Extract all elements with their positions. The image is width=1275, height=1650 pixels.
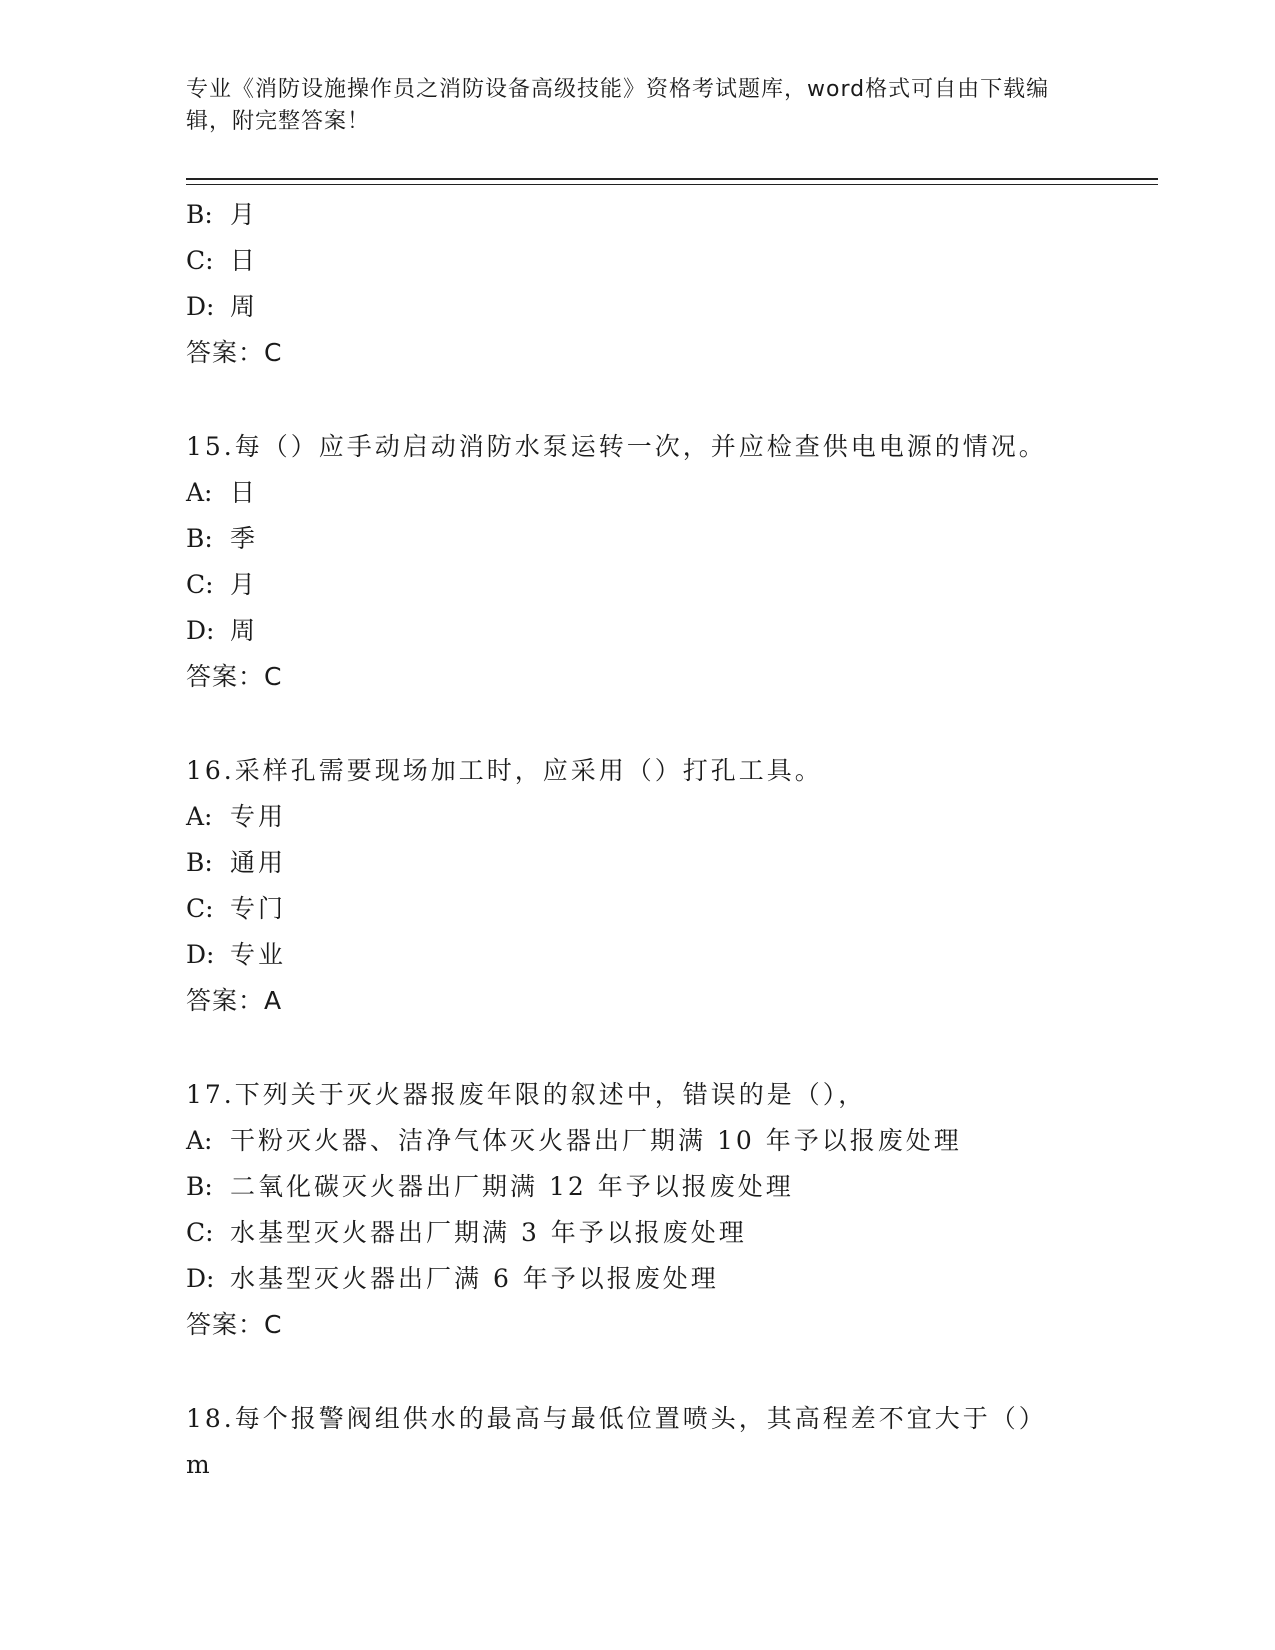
option-d: D: 水基型灭火器出厂满 6 年予以报废处理 bbox=[186, 1264, 719, 1293]
question-stem: 15.每（）应手动启动消防水泵运转一次，并应检查供电电源的情况。 bbox=[186, 432, 1047, 461]
question-15 bbox=[186, 424, 1158, 700]
question-17 bbox=[186, 1072, 1158, 1348]
answer: 答案：C bbox=[186, 1310, 283, 1339]
option-b: B: 季 bbox=[186, 524, 259, 553]
question-14-tail bbox=[186, 192, 1158, 376]
option-b: B: 二氧化碳灭火器出厂期满 12 年予以报废处理 bbox=[186, 1172, 794, 1201]
option-a: A: 干粉灭火器、洁净气体灭火器出厂期满 10 年予以报废处理 bbox=[186, 1126, 962, 1155]
question-list bbox=[186, 192, 1158, 1488]
question-stem-continuation: m bbox=[186, 1450, 213, 1479]
option-c: C: 日 bbox=[186, 246, 259, 275]
question-stem: 17.下列关于灭火器报废年限的叙述中，错误的是（）， bbox=[186, 1080, 867, 1109]
question-stem: 18.每个报警阀组供水的最高与最低位置喷头，其高程差不宜大于（） bbox=[186, 1404, 1047, 1433]
option-c: C: 水基型灭火器出厂期满 3 年予以报废处理 bbox=[186, 1218, 747, 1247]
option-c: C: 专门 bbox=[186, 894, 287, 923]
option-d: D: 周 bbox=[186, 292, 259, 321]
option-c: C: 月 bbox=[186, 570, 259, 599]
answer: 答案：A bbox=[186, 986, 283, 1015]
option-a: A: 日 bbox=[186, 478, 259, 507]
question-stem: 16.采样孔需要现场加工时，应采用（）打孔工具。 bbox=[186, 756, 823, 785]
question-18 bbox=[186, 1396, 1158, 1488]
answer: 答案：C bbox=[186, 662, 283, 691]
question-16 bbox=[186, 748, 1158, 1024]
option-d: D: 专业 bbox=[186, 940, 287, 969]
option-d: D: 周 bbox=[186, 616, 259, 645]
option-b: B: 月 bbox=[186, 200, 259, 229]
header-rule-thin bbox=[186, 184, 1158, 185]
option-b: B: 通用 bbox=[186, 848, 287, 877]
option-a: A: 专用 bbox=[186, 802, 287, 831]
answer: 答案：C bbox=[186, 338, 283, 367]
header-rule-thick bbox=[186, 178, 1158, 180]
document-header: 专业《消防设施操作员之消防设备高级技能》资格考试题库，word格式可自由下载编辑，附完整答案！ bbox=[186, 77, 1050, 134]
